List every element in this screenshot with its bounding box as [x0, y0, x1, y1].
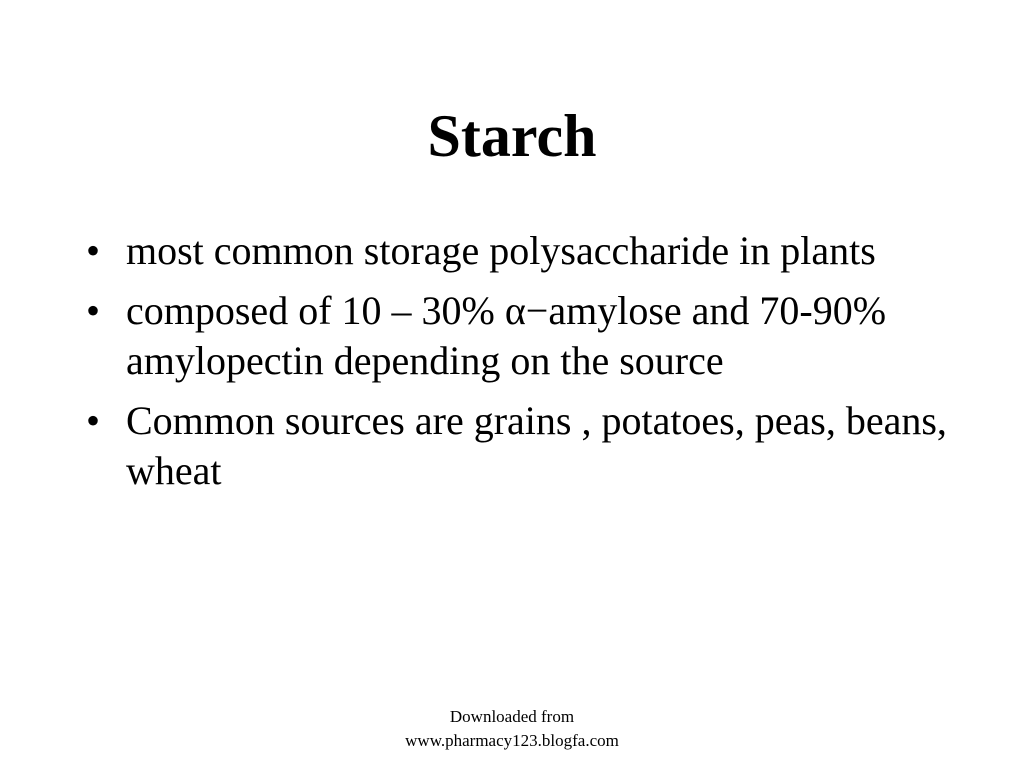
- slide-title: Starch: [427, 103, 597, 169]
- footer-credit: [0, 705, 1024, 753]
- bullet-text: Common sources are grains , potatoes, peas, beans, wheat: [126, 398, 947, 493]
- bullet-item: [86, 226, 956, 276]
- bullet-item: [86, 286, 956, 386]
- bullet-marker: •: [86, 398, 101, 443]
- bullet-text: composed of 10 – 30% α−amylose and 70-90% amylopectin depending on the source: [126, 288, 887, 383]
- bullet-text: most common storage polysaccharide in plants: [126, 228, 876, 273]
- footer-line-1: Downloaded from: [449, 707, 575, 726]
- bullet-item: [86, 396, 956, 496]
- bullet-marker: •: [86, 288, 101, 333]
- bullet-marker: •: [86, 228, 101, 273]
- footer-line-2: www.pharmacy123.blogfa.com: [405, 731, 619, 750]
- bullet-list: [86, 226, 956, 506]
